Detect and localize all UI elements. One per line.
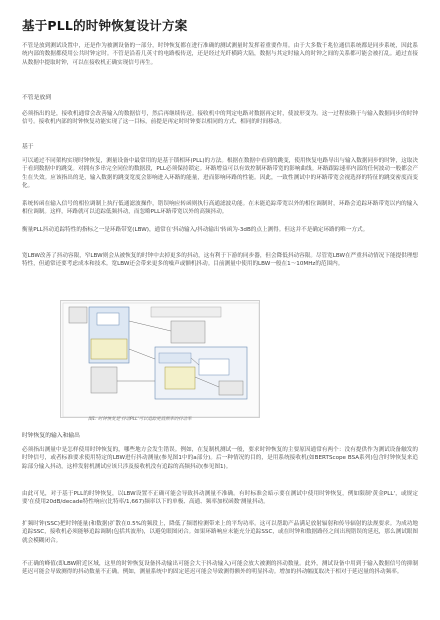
paragraph-8: 由此可见，对于基于PLL的时钟恢复，以LBW设置不正确可能会导致抖动测量不准确。有时标准会暗示要在测试中使用时钟恢复，例如限制'黄金PLL'，或规定要'在使用20dB/decade特性响应(比特率/1,667)频率以下的单极、高通、频率加权函数'测量抖动。 (22, 491, 418, 506)
paragraph-10: 不正确的峰值(即LBW附近区域，这里的时钟恢复设备抖动输出可能会大于抖动输入)可能会放大被测的抖动数量。此外，测试设备中用到于输入数据信号的抑制延迟可能会导致测得的抖动数量不正确。例如，测量系统中的固定延迟可能会导致测得额外的明显抖动。增加的抖动幅度取决于相对于延迟量的抖动频率。 (22, 561, 418, 576)
paragraph-5: 衡量PLL抖动追踪特性的指标之一是环路带宽(LBW)，通常在'抖动输入/抖动输出'转函为-3dB的点上测得。但这并不是确定环路的唯一方式。 (22, 227, 369, 233)
paragraph-1: 不管是放到测试设置中，还是作为被测设备的一部分，时钟恢复都在进行准确的测试测量时发挥着重要作用。由于大多数千兆位通信系统都是同步系统，因此系统内部的数据都使用公共时钟定时。不管是沿着几英寸的电路板传送，还是经过光纤横跨大陆，数据与其定时输入的时钟之间的关系都可能会被打乱。通过直接从数据中提取时钟，可以在接收机正确实现信号再生。 (22, 43, 418, 66)
section-heading-3: 时钟恢复的输入和输出 (22, 433, 80, 439)
paragraph-2: 必须指出的是，接收机通常会改善输入的数据信号，然后再继续传送。接收机中的判定电路对数据再定时，使波形变为。这一过程依赖于与输入数据同步的时钟信号。接收机内部的时钟恢复功能实现了这一目标，前提是再定时时钟要以相同的方式、相同的时间移动。 (22, 111, 418, 126)
paragraph-9: 扩频时钟(SSC)把时钟能量(和数据)扩散在0.5%的频段上，降低了频谱检测带来上的平均功率。这可以帮助产品满足放射辐射和传导辐射的法规要求。为成功地追踪SSC，接收机必须能够追踪调制(包括其波形)，以避免眼图闭合。如果环路响应未能充分追踪SSC，或在时钟和数据路径之间出现错误的延迟，那么测试眼图就会模糊闭合。 (22, 521, 418, 544)
clock-recovery-diagram (60, 300, 260, 418)
figure-caption: 图1: 时钟恢复是'抖动PLL'可以追踪更低频率的抖动率 (88, 417, 192, 422)
section-heading-1: 不管是放到 (22, 95, 51, 101)
paragraph-7: 必须指出测量中是怎样使用时钟恢复的，哪些地方会发生错误。例如，在复制机测试一般，要求时钟恢复的主要原因通常有两个：没有提供作为测试设备触发的时钟信号，或者标准要求使用特定的LBW进行抖动测量(参见图1中的a部分)。后一种情况的目的，是用系统接收机(如BERTScope BSA系列)包含时钟恢复来追踪部分输入抖动，这样发射机测试应该只涉及接收机没有追踪的高频抖动(参见图1)。 (22, 447, 418, 470)
paragraph-3: 可以通过不同架构实现时钟恢复，测量设备中最常用的是基于锁相环(PLL)的方法。根据在数据中看到的跳变，使用恢复电路导出与输入数据同步的时钟，这取决于看到数据中的跳变。对拥有多串完全同位的数据段，PLL必须保持锁定。环路增益可以有效控制环路带宽的影响曲线。环路跟踪速率内部的任何波动一般都会产生在失效。应该指出的是，输入数据的跳变宽度会影响进入环路的能量，进而影响环路的性能。因此，一致性测试中的环路带宽会视选择的特征的跳变密度而变化。 (22, 158, 418, 190)
paragraph-6: 宽LBW改善了抖动容限，窄LBW则会从被恢复的时钟中去掉更多的抖动，这有利于下游的同步器，但会降低抖动容限。尽管宽LBW在严重抖动情况下能提供理想特性，但通常还要考虑成本和技术。宽LBW还会带来更多的噪声或额机抖动。目前测量中使用的LBW一般在1～10MHz的范围内。 (22, 253, 418, 268)
paragraph-4: 系统转函在输入信号的相位调制上执行低通滤波操作，错误响应转函则执行高通滤波功能。在未能追踪带宽以外的相位调制时，环路会追踪环路带宽以内的输入相位调制。这样，环路就可以追踪低频抖动，而忽略PLL环路带宽以外的高频抖动。 (22, 201, 418, 216)
section-heading-2: 基于 (22, 144, 34, 150)
diagram-svg (61, 301, 261, 419)
page-title: 基于PLL的时钟恢复设计方案 (22, 18, 188, 33)
